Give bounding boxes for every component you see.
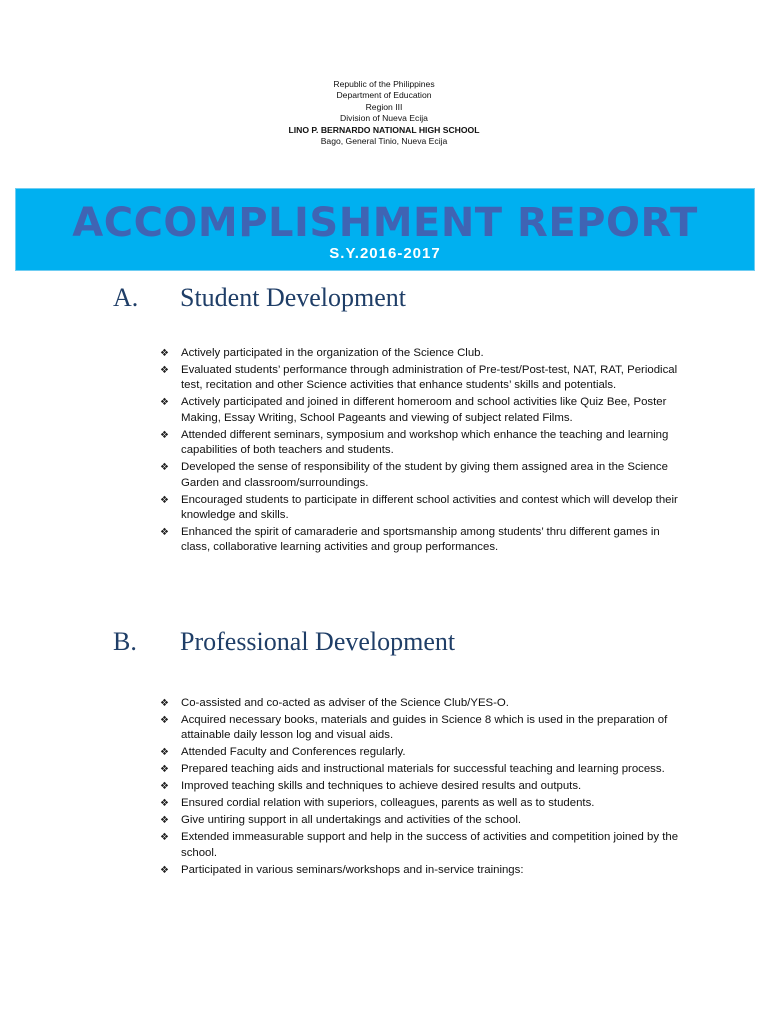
report-title: ACCOMPLISHMENT REPORT (72, 200, 698, 246)
diamond-bullet-icon: ❖ (160, 527, 169, 539)
list-item (160, 395, 680, 426)
diamond-bullet-icon: ❖ (160, 864, 169, 876)
diamond-bullet-icon: ❖ (160, 747, 169, 759)
section-a-title: Student Development (180, 283, 407, 312)
list-item-text: Ensured cordial relation with superiors, colleagues, parents as well as to students. (181, 797, 595, 810)
section-b-heading (113, 626, 455, 658)
letterhead-address: Bago, General Tinio, Nueva Ecija (320, 136, 448, 147)
list-item (160, 796, 680, 811)
list-item-text: Co-assisted and co-acted as adviser of the Science Club/YES-O. (181, 697, 509, 709)
student-development-list (160, 346, 680, 557)
diamond-bullet-icon: ❖ (160, 698, 169, 709)
section-a-letter: A. (113, 283, 139, 312)
list-item (160, 830, 680, 861)
school-year: S.Y.2016-2017 (329, 245, 441, 262)
letterhead-division: Division of Nueva Ecija (340, 113, 428, 124)
diamond-bullet-icon: ❖ (160, 494, 169, 506)
diamond-bullet-icon: ❖ (160, 781, 169, 793)
list-item-text: Encouraged students to participate in different school activities and contest which will develop their knowledge and skills. (181, 493, 678, 522)
diamond-bullet-icon: ❖ (160, 429, 169, 441)
list-item-text: Attended different seminars, symposium and workshop which enhance the teaching and learning capabilities of both teachers and students. (181, 428, 669, 457)
letterhead-region: Region III (365, 101, 403, 112)
list-item-text: Acquired necessary books, materials and guides in Science 8 which is used in the preparation of attainable daily lesson log and visual aids. (181, 714, 668, 742)
diamond-bullet-icon: ❖ (160, 798, 169, 810)
list-item (160, 813, 680, 828)
list-item (160, 779, 680, 794)
letterhead-department: Department of Education (336, 90, 432, 101)
list-item-text: Actively participated in the organization of the Science Club. (181, 347, 484, 359)
list-item-text: Enhanced the spirit of camaraderie and sportsmanship among students’ thru different games in class, collaborative learning activities and group performances. (181, 526, 660, 554)
diamond-bullet-icon: ❖ (160, 365, 169, 376)
diamond-bullet-icon: ❖ (160, 715, 169, 726)
list-item (160, 493, 680, 524)
title-banner (15, 188, 755, 271)
letterhead (0, 79, 768, 147)
diamond-bullet-icon: ❖ (160, 397, 169, 409)
list-item (160, 745, 680, 760)
letterhead-country: Republic of the Philippines (333, 79, 435, 89)
diamond-bullet-icon: ❖ (160, 462, 169, 474)
list-item (160, 762, 680, 777)
list-item (160, 525, 680, 556)
list-item (160, 863, 680, 878)
list-item-text: Extended immeasurable support and help in the success of activities and competition joined by the school. (181, 831, 679, 859)
list-item (160, 460, 680, 491)
list-item (160, 696, 680, 711)
list-item-text: Actively participated and joined in different homeroom and school activities like Quiz Bee, Poster Making, Essay Writing, School Pageants and viewing of subject related Films. (181, 396, 667, 424)
list-item-text: Give untiring support in all undertakings and activities of the school. (181, 814, 522, 827)
professional-development-list (160, 696, 680, 880)
list-item-text: Prepared teaching aids and instructional materials for successful teaching and learning process. (181, 763, 665, 776)
section-b-letter: B. (113, 627, 137, 656)
list-item (160, 363, 680, 394)
letterhead-school: LINO P. BERNARDO NATIONAL HIGH SCHOOL (288, 124, 480, 135)
list-item (160, 713, 680, 744)
section-b-title: Professional Development (180, 627, 456, 656)
diamond-bullet-icon: ❖ (160, 815, 169, 827)
list-item-text: Evaluated students’ performance through administration of Pre-test/Post-test, NAT, RAT, Periodical test, recitation and other Science activities that enhance students’ skills and potentials. (181, 364, 678, 392)
list-item (160, 346, 680, 361)
diamond-bullet-icon: ❖ (160, 832, 169, 844)
list-item-text: Participated in various seminars/workshops and in-service trainings: (181, 863, 524, 876)
list-item (160, 428, 680, 459)
list-item-text: Attended Faculty and Conferences regularly. (181, 746, 406, 759)
list-item-text: Improved teaching skills and techniques to achieve desired results and outputs. (181, 780, 582, 793)
list-item-text: Developed the sense of responsibility of the student by giving them assigned area in the Science Garden and classroom/surroundings. (181, 461, 668, 489)
diamond-bullet-icon: ❖ (160, 764, 169, 776)
section-a-heading (113, 282, 406, 314)
diamond-bullet-icon: ❖ (160, 348, 169, 359)
